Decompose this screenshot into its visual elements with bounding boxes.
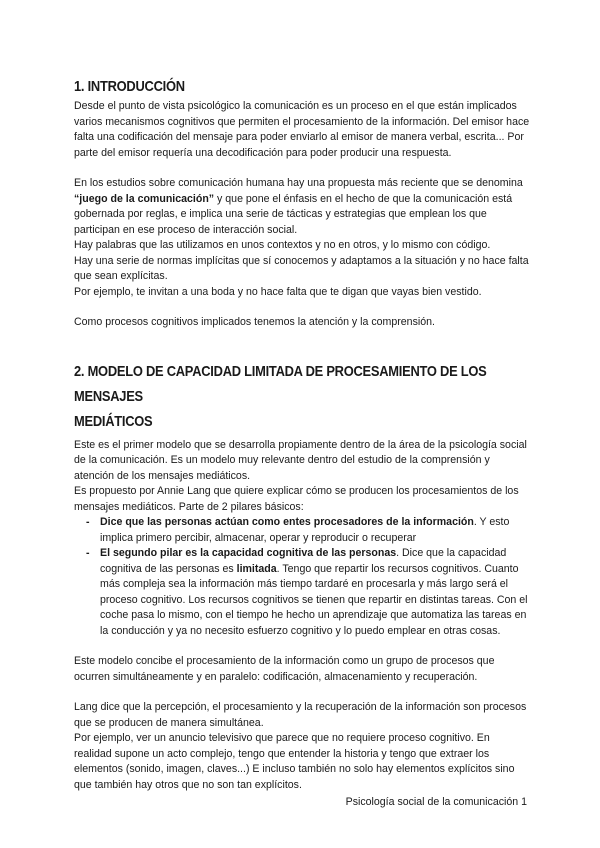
page-footer: Psicología social de la comunicación 1 <box>345 796 527 808</box>
pillar-2-text-b: . Tengo que repartir los recursos cognitivos. Cuanto más compleja sea la información más tiempo tardaré en procesarla y más largo será el proceso cognitivo. Los recursos cognitivos se tienen que repartir en distintas tareas. Con el coche pasa lo mismo, con el tiempo he hecho un aprendizaje que automatiza las tareas en la conducción y ya no necesito esfuerzo cognitivo y lo puedo emplear en otras cosas. <box>100 562 528 637</box>
intro-paragraph-1: Desde el punto de vista psicológico la comunicación es un proceso en el que están implicados varios mecanismos cognitivos que permiten el procesamiento de la información. Del emisor hace falta una codificación del mensaje para poder enviarlo al emisor de manera verbal, escrita... Por parte del emisor requería una decodificación para poder producir una respuesta. <box>74 100 530 159</box>
section-2-heading-line-2: MEDIÁTICOS <box>74 412 153 430</box>
list-item <box>100 546 530 639</box>
intro-paragraph-2 <box>74 176 530 238</box>
model-paragraph-2: Es propuesto por Annie Lang que quiere explicar cómo se producen los procesamientos de los mensajes mediáticos. Parte de 2 pilares básicos: <box>74 485 519 513</box>
pillar-1-bold: Dice que las personas actúan como entes procesadores de la información <box>100 516 474 528</box>
model-paragraph-5: Por ejemplo, ver un anuncio televisivo que parece que no requiere proceso cognitivo. En realidad supone un acto complejo, tengo que entender la historia y tengo que extraer los elementos (sonido, imagen, claves...) E incluso también no solo hay elementos explícitos sino que también hay otros que no son tan explícitos. <box>74 732 515 791</box>
model-paragraph-3: Este modelo concibe el procesamiento de la información como un grupo de procesos que ocurren simultáneamente y en paralelo: codificación, almacenamiento y recuperación. <box>74 655 495 683</box>
intro-paragraph-6: Como procesos cognitivos implicados tenemos la atención y la comprensión. <box>74 316 435 328</box>
model-paragraph-4: Lang dice que la percepción, el procesamiento y la recuperación de la información son procesos que se producen de manera simultánea. <box>74 701 527 729</box>
intro-p2-text-a: En los estudios sobre comunicación humana hay una propuesta más reciente que se denomina <box>74 177 523 189</box>
document-page <box>74 72 530 793</box>
model-paragraph-1: Este es el primer modelo que se desarrolla propiamente dentro de la área de la psicología social de la comunicación. Es un modelo muy relevante dentro del estudio de la comprensión y atención de los mensajes mediáticos. <box>74 438 527 482</box>
pillar-1-text: . Y esto implica primero percibir, almacenar, operar y reproducir o recuperar <box>100 516 510 544</box>
juego-comunicacion-term: “juego de la comunicación” <box>74 192 215 205</box>
intro-paragraph-5: Por ejemplo, te invitan a una boda y no hace falta que te digan que vayas bien vestido. <box>74 285 482 298</box>
pillar-2-text-a: . Dice que la capacidad cognitiva de las personas es <box>100 547 507 575</box>
intro-paragraph-3: Hay palabras que las utilizamos en unos contextos y no en otros, y lo mismo con código. <box>74 239 491 251</box>
intro-p2-text-b: y que pone el énfasis en el hecho de que la comunicación está gobernada por reglas, e implica una serie de tácticas y estrategias que emplean los que participan en ese proceso de interacción social. <box>74 192 513 236</box>
pillar-2-bold: El segundo pilar es la capacidad cognitiva de las personas <box>100 547 397 559</box>
pillars-list <box>74 515 530 639</box>
section-1-heading: 1. INTRODUCCIÓN <box>74 78 185 95</box>
section-2-heading-line-1: 2. MODELO DE CAPACIDAD LIMITADA DE PROCESAMIENTO DE LOS MENSAJES <box>74 362 487 405</box>
intro-paragraph-4: Hay una serie de normas implícitas que sí conocemos y adaptamos a la situación y no hace falta que sean explícitas. <box>74 254 529 282</box>
limitada-term: limitada <box>236 562 277 575</box>
list-item <box>100 515 530 546</box>
section-2-heading <box>74 359 530 434</box>
